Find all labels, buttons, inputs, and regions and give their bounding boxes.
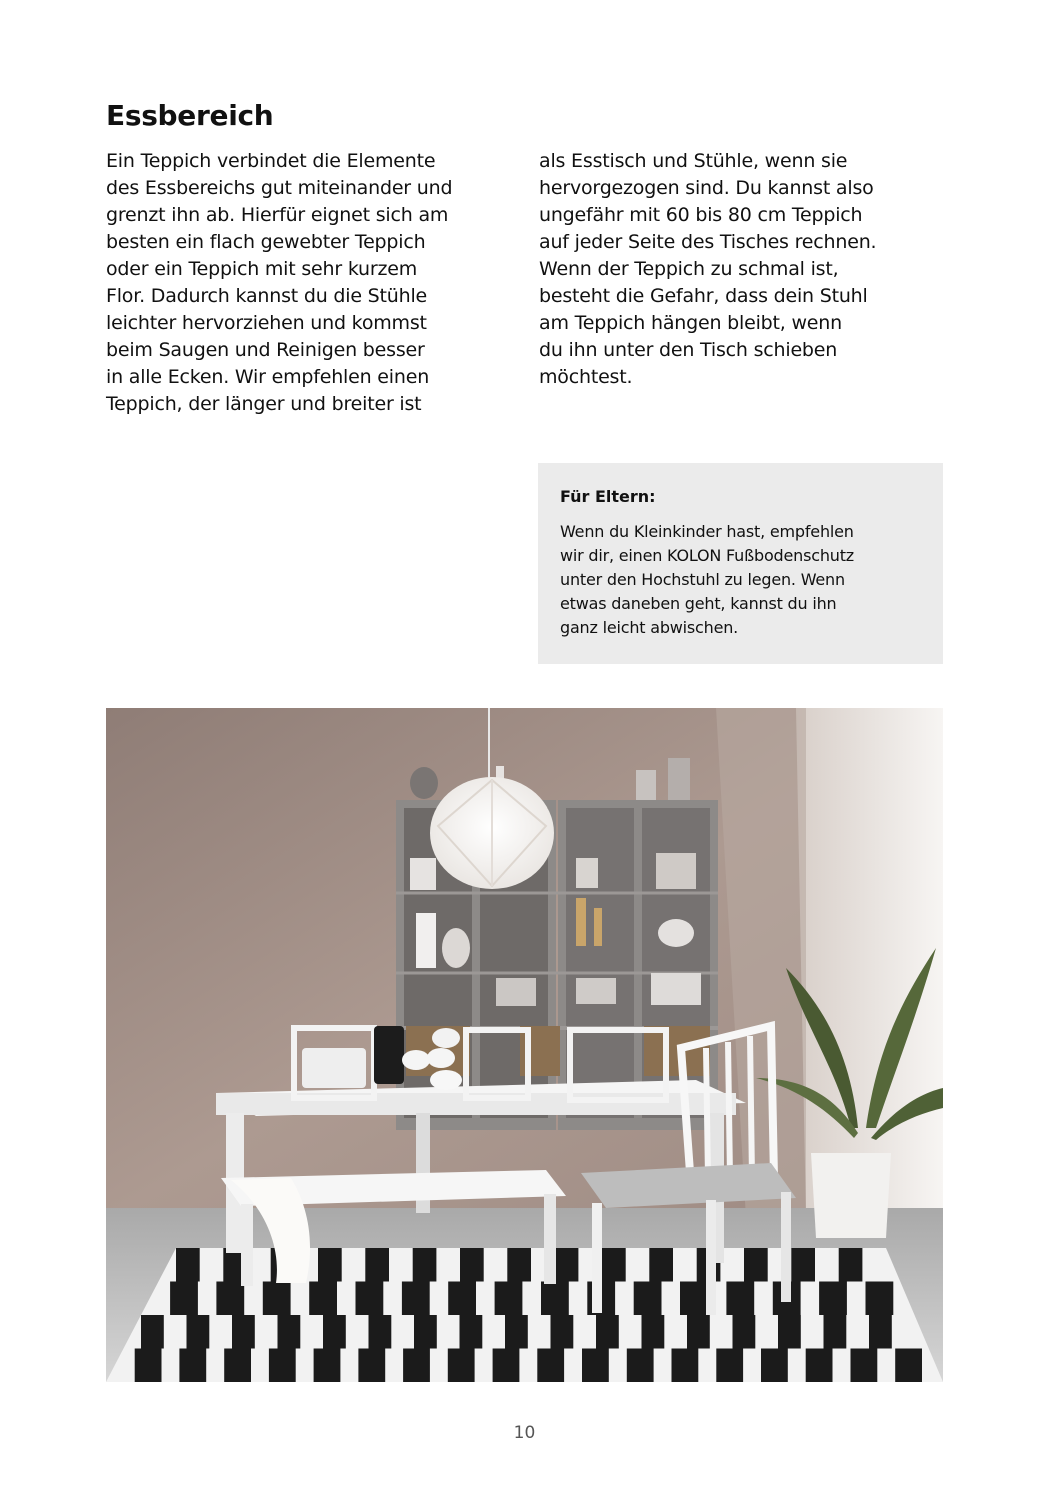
rug-stripe [839, 1248, 863, 1282]
rug-stripe [806, 1349, 833, 1383]
rug-stripe [895, 1349, 922, 1383]
rug-stripe [824, 1315, 847, 1349]
rug-stripe [866, 1282, 894, 1316]
rug-stripe [369, 1315, 392, 1349]
rug-stripe [649, 1248, 673, 1282]
page-number: 10 [513, 1423, 536, 1443]
body-text-right-column: als Esstisch und Stühle, wenn sie hervorgezogen sind. Du kannst also ungefähr mit 60 bis 80 cm Teppich auf jeder Seite des Tisches rechnen. Wenn der Teppich zu schmal ist, besteht die Gefahr, dass dein Stuhl am Teppich hängen bleibt, wenn du ihn unter den Tisch schieben möchtest. [539, 150, 877, 388]
rug-stripe [634, 1282, 662, 1316]
rug-stripe [187, 1315, 210, 1349]
rug-stripe [414, 1315, 437, 1349]
rug-stripe [403, 1349, 430, 1383]
rug-stripe [460, 1315, 483, 1349]
rug-stripe [318, 1248, 342, 1282]
rug-stripe [541, 1282, 569, 1316]
rug-stripe [413, 1248, 437, 1282]
rug-stripe [733, 1315, 756, 1349]
rug-stripe [365, 1248, 389, 1282]
rug-stripe [716, 1349, 743, 1383]
rug-stripe [170, 1282, 198, 1316]
rug-stripe [602, 1248, 626, 1282]
rug-stripe [309, 1282, 337, 1316]
rug-stripe [869, 1315, 892, 1349]
rug-stripe [851, 1349, 878, 1383]
rug-stripe [507, 1248, 531, 1282]
rug-stripe [582, 1349, 609, 1383]
rug-stripe [179, 1349, 206, 1383]
rug-stripe [232, 1315, 255, 1349]
rug-stripe [358, 1349, 385, 1383]
rug-stripe [216, 1282, 244, 1316]
rug-stripe [551, 1315, 574, 1349]
rug-stripe [555, 1248, 579, 1282]
tip-body: Wenn du Kleinkinder hast, empfehlen wir dir, einen KOLON Fußbodenschutz unter den Hochstuhl zu legen. Wenn etwas daneben geht, kannst du ihn ganz leicht abwischen. [560, 522, 854, 637]
rug-stripe [402, 1282, 430, 1316]
striped-rug [106, 1248, 943, 1382]
rug-stripe [448, 1282, 476, 1316]
body-text-left-column: Ein Teppich verbindet die Elemente des Essbereichs gut miteinander und grenzt ihn ab. Hierfür eignet sich am besten ein flach gewebter Teppich oder ein Teppich mit sehr kurzem Flor. Dadurch kannst du die Stühle leichter hervorziehen und kommst beim Saugen und Reinigen besser in alle Ecken. Wir empfehlen einen Teppich, der länger und breiter ist [106, 150, 453, 415]
section-title: Essbereich [106, 99, 274, 132]
rug-stripe [495, 1282, 523, 1316]
rug-stripe [726, 1282, 754, 1316]
rug-stripe [176, 1248, 200, 1282]
rug-stripe [269, 1349, 296, 1383]
rug-stripe [596, 1315, 619, 1349]
rug-stripe [460, 1248, 484, 1282]
rug-stripe [537, 1349, 564, 1383]
rug-stripe [323, 1315, 346, 1349]
rug-stripe [356, 1282, 384, 1316]
rug-stripe [680, 1282, 708, 1316]
rug-stripe [263, 1282, 291, 1316]
rug-stripe [278, 1315, 301, 1349]
rug-stripe [448, 1349, 475, 1383]
rug-stripe [791, 1248, 815, 1282]
rug-stripe [224, 1349, 251, 1383]
rug-stripe [627, 1349, 654, 1383]
rug-stripe [493, 1349, 520, 1383]
rug-stripe [672, 1349, 699, 1383]
parents-tip-box [538, 463, 943, 664]
rug-stripe [642, 1315, 665, 1349]
rug-stripe [744, 1248, 768, 1282]
rug-stripe [505, 1315, 528, 1349]
rug-stripe [761, 1349, 788, 1383]
rug-stripe [135, 1349, 162, 1383]
rug-stripe [819, 1282, 847, 1316]
rug-stripe [778, 1315, 801, 1349]
dining-room-photo [106, 708, 943, 1382]
window-curtain [796, 708, 943, 1218]
rug-stripe [141, 1315, 164, 1349]
tip-title: Für Eltern: [560, 487, 656, 506]
rug-stripe [687, 1315, 710, 1349]
rug-stripe [314, 1349, 341, 1383]
